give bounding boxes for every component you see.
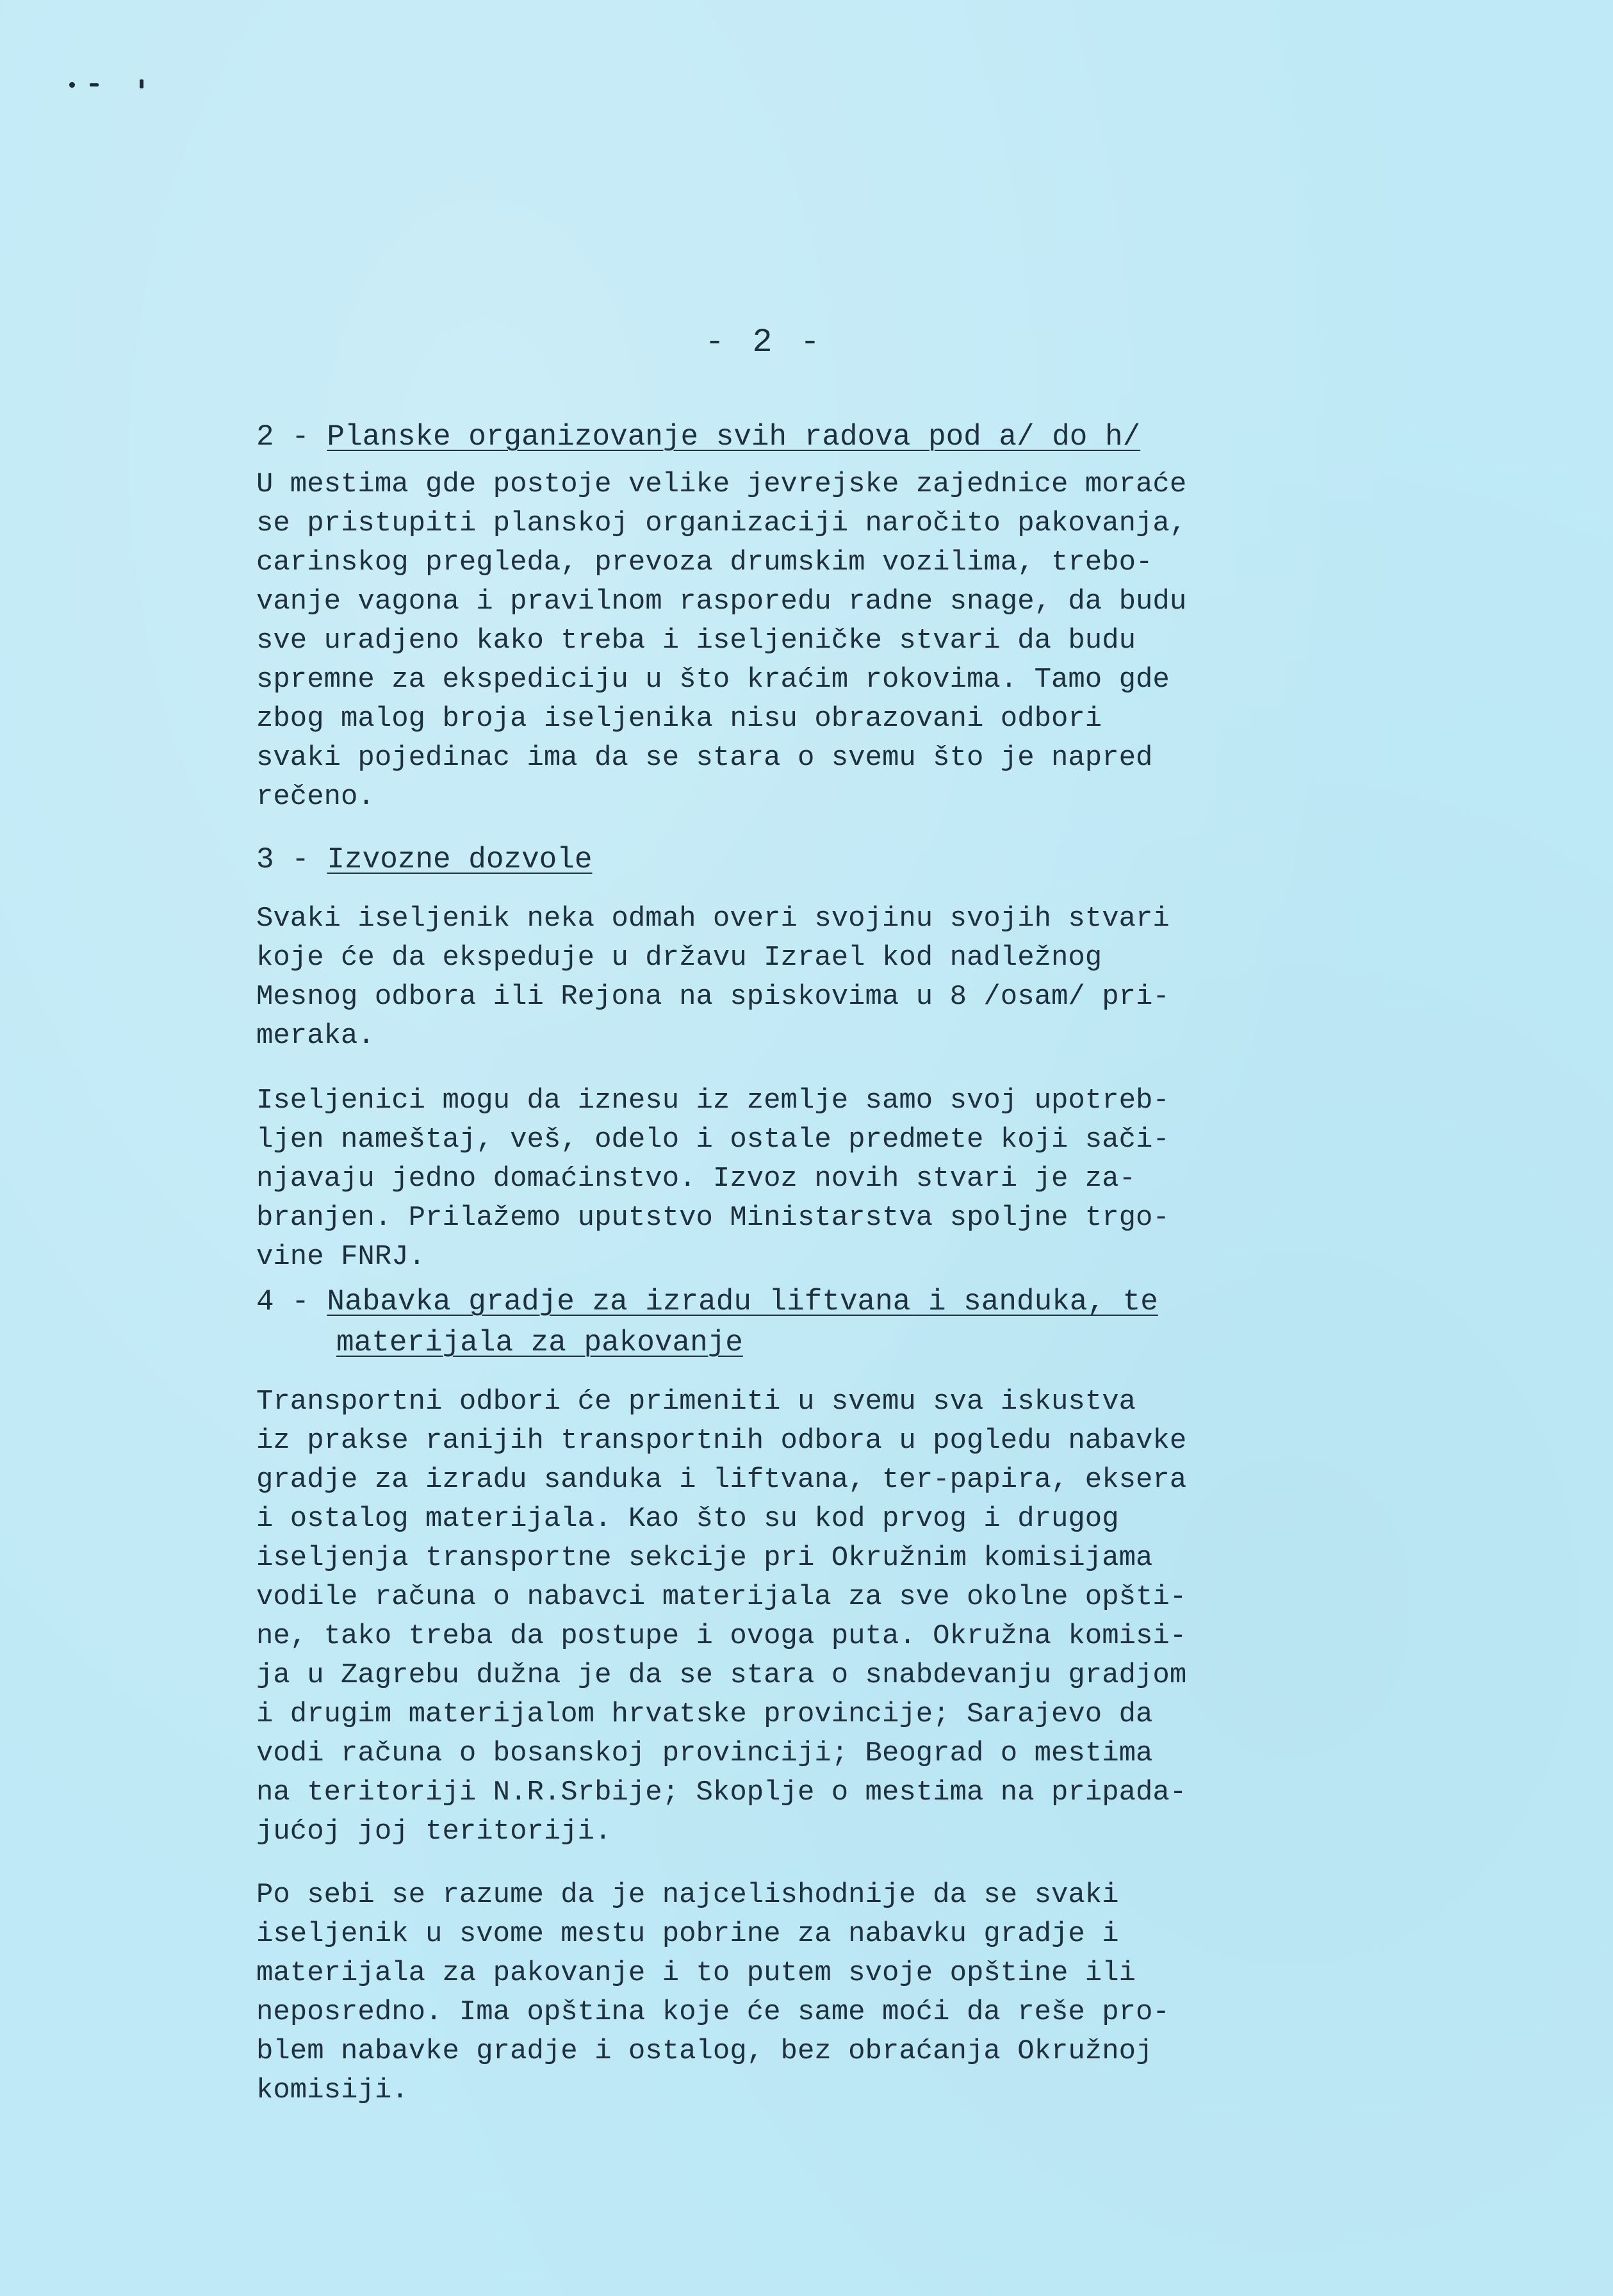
section-title-continuation: materijala za pakovanje bbox=[336, 1326, 743, 1359]
paragraph bbox=[256, 1382, 1358, 1851]
text-line: svaki pojedinac ima da se stara o svemu što je napred bbox=[256, 742, 1153, 774]
scan-speck bbox=[90, 83, 99, 86]
text-line: sve uradjeno kako treba i iseljeničke stvari da budu bbox=[256, 625, 1136, 657]
text-line: i drugim materijalom hrvatske provincije; Sarajevo da bbox=[256, 1698, 1153, 1730]
scan-speck bbox=[140, 79, 143, 88]
text-line: Po sebi se razume da je najcelishodnije da se svaki bbox=[256, 1879, 1119, 1911]
section-heading bbox=[256, 839, 1358, 880]
section-number: 3 - bbox=[256, 843, 327, 876]
text-line: U mestima gde postoje velike jevrejske zajednice moraće bbox=[256, 468, 1187, 500]
text-line: gradje za izradu sanduka i liftvana, ter-papira, eksera bbox=[256, 1464, 1187, 1496]
section-4 bbox=[256, 1281, 1358, 2110]
text-line: Mesnog odbora ili Rejona na spiskovima u 8 /osam/ pri- bbox=[256, 981, 1170, 1013]
text-line: njavaju jedno domaćinstvo. Izvoz novih stvari je za- bbox=[256, 1163, 1136, 1195]
text-line: vine FNRJ. bbox=[256, 1241, 426, 1273]
text-line: branjen. Prilažemo uputstvo Ministarstva spoljne trgo- bbox=[256, 1202, 1170, 1234]
section-title: Izvozne dozvole bbox=[327, 843, 593, 876]
text-line: iseljenja transportne sekcije pri Okružnim komisijama bbox=[256, 1542, 1153, 1574]
text-line: koje će da ekspeduje u državu Izrael kod nadležnog bbox=[256, 942, 1102, 974]
section-number: 2 - bbox=[256, 420, 327, 454]
text-line: iseljenik u svome mestu pobrine za nabavku gradje i bbox=[256, 1918, 1119, 1950]
text-line: carinskog pregleda, prevoza drumskim vozilima, trebo- bbox=[256, 546, 1153, 578]
section-title: Nabavka gradje za izradu liftvana i sanduka, te bbox=[327, 1285, 1158, 1318]
text-line: na teritoriji N.R.Srbije; Skoplje o mestima na pripada- bbox=[256, 1776, 1187, 1808]
text-line: neposredno. Ima opština koje će same moći da reše pro- bbox=[256, 1996, 1170, 2028]
paragraph bbox=[256, 465, 1358, 817]
text-line: ljen nameštaj, veš, odelo i ostale predmete koji sači- bbox=[256, 1124, 1170, 1156]
text-line: iz prakse ranijih transportnih odbora u pogledu nabavke bbox=[256, 1425, 1187, 1457]
text-line: se pristupiti planskoj organizaciji naročito pakovanja, bbox=[256, 507, 1187, 539]
section-title: Planske organizovanje svih radova pod a/ do h/ bbox=[327, 420, 1141, 454]
text-line: vodi računa o bosanskoj provinciji; Beograd o mestima bbox=[256, 1737, 1153, 1769]
text-line: vodile računa o nabavci materijala za sve okolne opšti- bbox=[256, 1581, 1187, 1613]
text-line: ne, tako treba da postupe i ovoga puta. Okružna komisi- bbox=[256, 1620, 1187, 1652]
section-heading bbox=[256, 1281, 1358, 1363]
text-line: vanje vagona i pravilnom rasporedu radne snage, da budu bbox=[256, 586, 1187, 618]
text-line: blem nabavke gradje i ostalog, bez obraćanja Okružnoj bbox=[256, 2035, 1153, 2067]
page-number: - 2 - bbox=[705, 324, 824, 361]
text-line: komisiji. bbox=[256, 2074, 409, 2106]
text-line: meraka. bbox=[256, 1020, 375, 1052]
paragraph bbox=[256, 899, 1358, 1056]
scan-speck bbox=[69, 82, 75, 88]
section-2 bbox=[256, 416, 1358, 817]
section-3 bbox=[256, 839, 1358, 1277]
text-line: Iseljenici mogu da iznesu iz zemlje samo svoj upotreb- bbox=[256, 1085, 1170, 1117]
text-line: ja u Zagrebu dužna je da se stara o snabdevanju gradjom bbox=[256, 1659, 1187, 1691]
paragraph bbox=[256, 1876, 1358, 2110]
section-number: 4 - bbox=[256, 1285, 327, 1318]
text-line: i ostalog materijala. Kao što su kod prvog i drugog bbox=[256, 1503, 1119, 1535]
text-line: Svaki iseljenik neka odmah overi svojinu svojih stvari bbox=[256, 903, 1170, 935]
paragraph bbox=[256, 1081, 1358, 1277]
text-line: jućoj joj teritoriji. bbox=[256, 1816, 612, 1848]
text-line: Transportni odbori će primeniti u svemu sva iskustva bbox=[256, 1386, 1136, 1418]
text-line: rečeno. bbox=[256, 781, 375, 813]
text-line: materijala za pakovanje i to putem svoje opštine ili bbox=[256, 1957, 1136, 1989]
text-line: spremne za ekspediciju u što kraćim rokovima. Tamo gde bbox=[256, 664, 1170, 696]
text-line: zbog malog broja iseljenika nisu obrazovani odbori bbox=[256, 703, 1102, 735]
section-heading bbox=[256, 416, 1358, 457]
